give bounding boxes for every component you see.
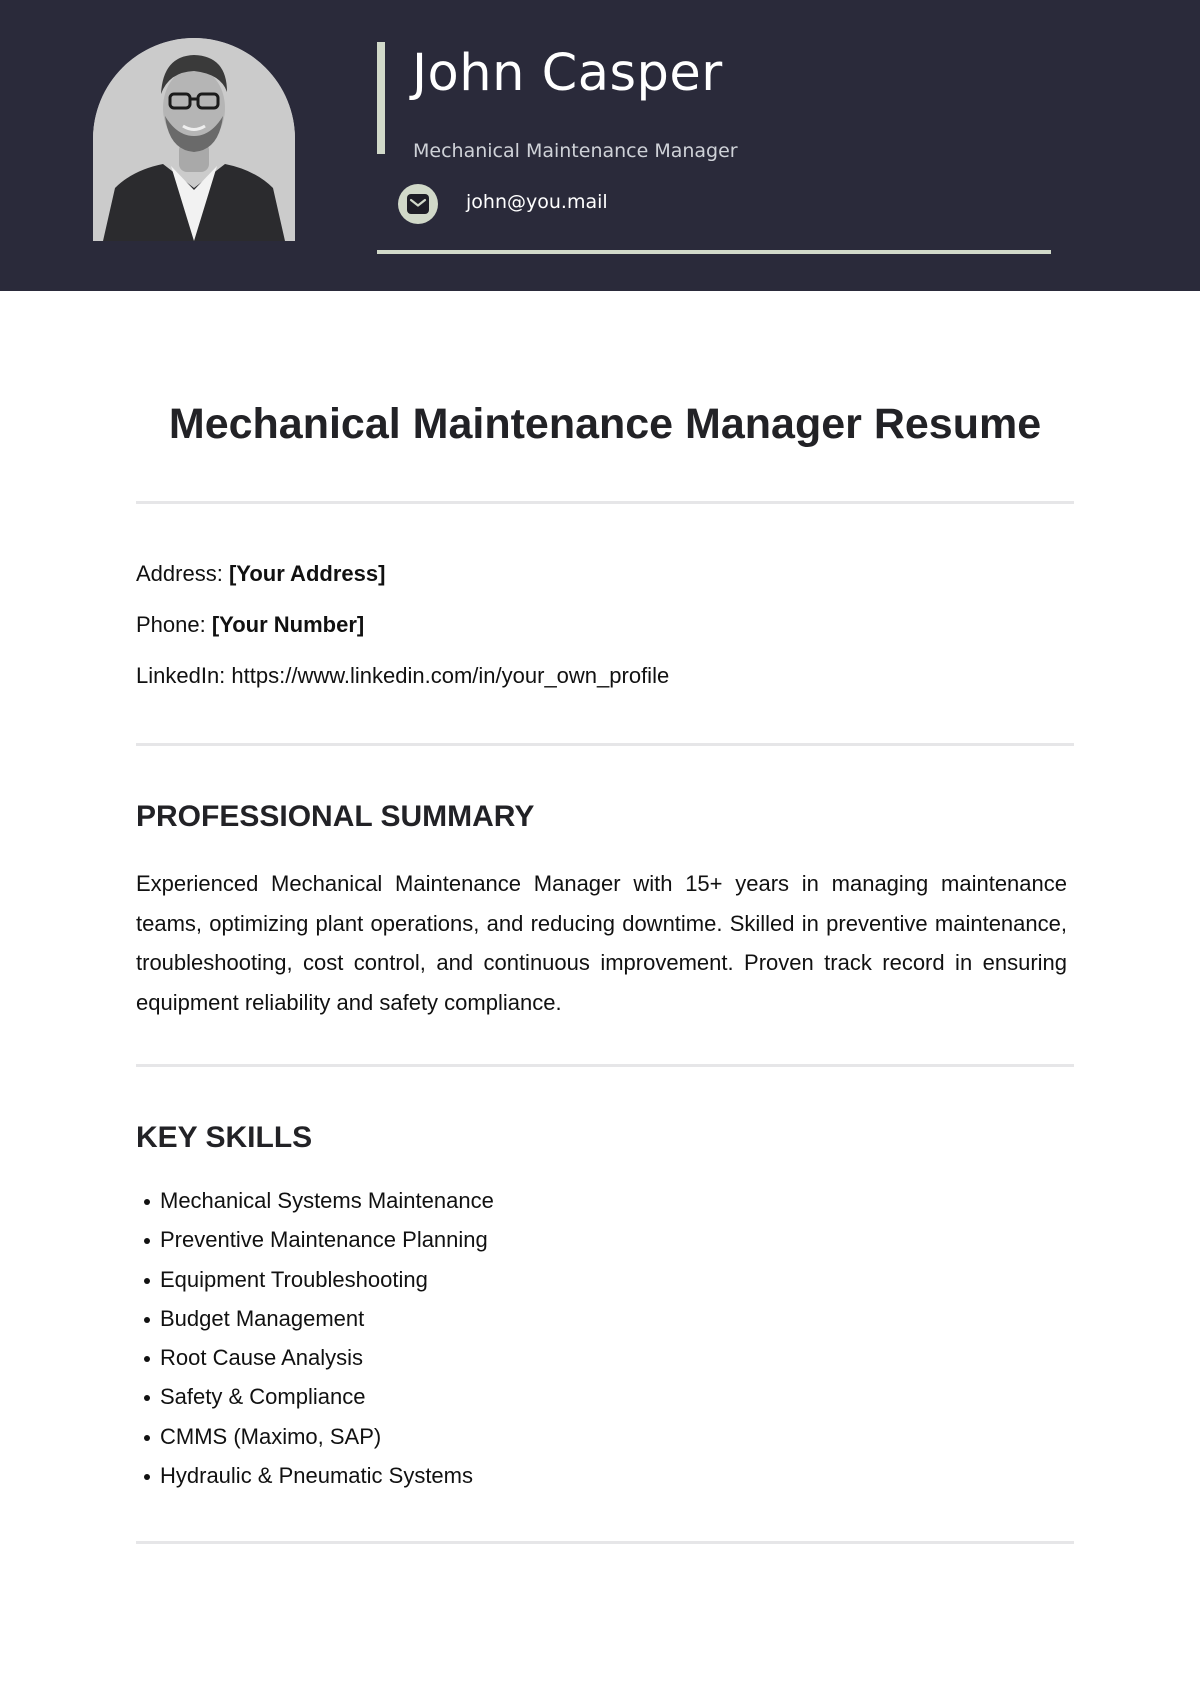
linkedin-line	[136, 663, 669, 689]
name-accent-bar	[377, 42, 385, 154]
bullet-icon	[144, 1356, 150, 1362]
mail-icon	[398, 184, 438, 224]
summary-heading: PROFESSIONAL SUMMARY	[136, 800, 535, 833]
bullet-icon	[144, 1199, 150, 1205]
bullet-icon	[144, 1474, 150, 1480]
phone-label: Phone:	[136, 612, 206, 637]
header-divider	[377, 250, 1051, 254]
skill-text: Equipment Troubleshooting	[160, 1266, 428, 1292]
divider	[136, 1541, 1074, 1544]
summary-text: Experienced Mechanical Maintenance Manager with 15+ years in managing maintenance teams, optimizing plant operations, and reducing downtime. Skilled in preventive maintenance, troubleshooting, cost control, and continuous improvement. Proven track record in ensuring equipment reliability and safety compliance.	[136, 871, 1067, 1015]
list-item	[136, 1299, 494, 1338]
phone-value: [Your Number]	[211, 612, 365, 637]
candidate-email[interactable]: john@you.mail	[466, 191, 608, 213]
skill-text: Root Cause Analysis	[160, 1345, 363, 1371]
candidate-job-title: Mechanical Maintenance Manager	[413, 140, 738, 162]
skill-text: Preventive Maintenance Planning	[160, 1227, 488, 1253]
list-item	[136, 1377, 494, 1416]
list-item	[136, 1260, 494, 1299]
skills-heading: KEY SKILLS	[136, 1121, 313, 1154]
skill-text: Safety & Compliance	[160, 1384, 366, 1410]
bullet-icon	[144, 1278, 150, 1284]
divider	[136, 743, 1074, 746]
skill-text: Budget Management	[160, 1305, 365, 1331]
address-line	[136, 561, 385, 587]
address-value: [Your Address]	[228, 561, 386, 586]
linkedin-url[interactable]: https://www.linkedin.com/in/your_own_profile	[231, 663, 670, 688]
list-item	[136, 1456, 494, 1495]
phone-line	[136, 612, 364, 638]
list-item	[136, 1181, 494, 1220]
document-title: Mechanical Maintenance Manager Resume	[168, 400, 1042, 448]
bullet-icon	[144, 1395, 150, 1401]
resume-header	[0, 0, 1200, 291]
divider	[136, 501, 1074, 504]
bullet-icon	[144, 1238, 150, 1244]
candidate-name: John Casper	[412, 44, 723, 103]
skill-text: Hydraulic & Pneumatic Systems	[160, 1463, 473, 1489]
skills-list	[136, 1181, 494, 1495]
list-item	[136, 1220, 494, 1259]
list-item	[136, 1417, 494, 1456]
divider	[136, 1064, 1074, 1067]
linkedin-label: LinkedIn:	[136, 663, 226, 688]
bullet-icon	[144, 1435, 150, 1441]
address-label: Address:	[136, 561, 223, 586]
bullet-icon	[144, 1317, 150, 1323]
skill-text: Mechanical Systems Maintenance	[160, 1188, 494, 1213]
profile-photo	[93, 38, 295, 241]
list-item	[136, 1338, 494, 1377]
skill-text: CMMS (Maximo, SAP)	[160, 1423, 382, 1449]
